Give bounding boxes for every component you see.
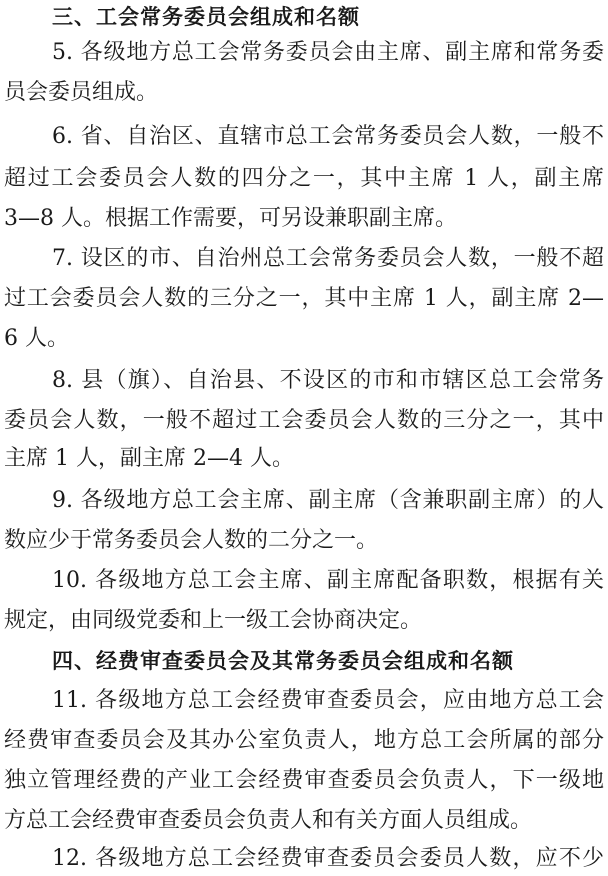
- paragraph-7-line-3: 6 人。: [4, 326, 69, 351]
- paragraph-11-line-2: 经费审查委员会及其办公室负责人，地方总工会所属的部分: [4, 728, 604, 753]
- paragraph-11-line-1: 11. 各级地方总工会经费审查委员会，应由地方总工会: [52, 688, 604, 713]
- paragraph-7-line-2: 过工会委员会人数的三分之一，其中主席 1 人，副主席 2—: [4, 286, 604, 311]
- paragraph-9-line-2: 数应少于常务委员会人数的二分之一。: [4, 528, 379, 553]
- paragraph-5-line-1: 5. 各级地方总工会常务委员会由主席、副主席和常务委: [52, 40, 604, 65]
- section-heading-audit-committee: 四、经费审查委员会及其常务委员会组成和名额: [52, 649, 514, 673]
- paragraph-7-line-1: 7. 设区的市、自治州总工会常务委员会人数，一般不超: [52, 246, 604, 271]
- paragraph-8-line-2: 委员会人数，一般不超过工会委员会人数的三分之一，其中: [4, 408, 604, 433]
- paragraph-8-line-1: 8. 县（旗）、自治县、不设区的市和市辖区总工会常务: [52, 368, 604, 393]
- paragraph-11-line-3: 独立管理经费的产业工会经费审查委员会负责人，下一级地: [4, 768, 604, 793]
- paragraph-6-line-2: 超过工会委员会人数的四分之一，其中主席 1 人，副主席: [4, 166, 604, 191]
- paragraph-6-line-3: 3—8 人。根据工作需要，可另设兼职副主席。: [4, 206, 457, 231]
- paragraph-11-line-4: 方总工会经费审查委员会负责人和有关方面人员组成。: [4, 808, 533, 833]
- paragraph-8-line-3: 主席 1 人，副主席 2—4 人。: [4, 446, 294, 471]
- paragraph-10-line-2: 规定，由同级党委和上一级工会协商决定。: [4, 608, 423, 633]
- paragraph-9-line-1: 9. 各级地方总工会主席、副主席（含兼职副主席）的人: [52, 488, 604, 513]
- paragraph-6-line-1: 6. 省、自治区、直辖市总工会常务委员会人数，一般不: [52, 124, 604, 149]
- paragraph-5-line-2: 员会委员组成。: [4, 80, 159, 105]
- paragraph-12-line-1: 12. 各级地方总工会经费审查委员会委员人数，应不少: [52, 846, 604, 871]
- section-heading-standing-committee: 三、工会常务委员会组成和名额: [52, 5, 360, 29]
- paragraph-10-line-1: 10. 各级地方总工会主席、副主席配备职数，根据有关: [52, 568, 604, 593]
